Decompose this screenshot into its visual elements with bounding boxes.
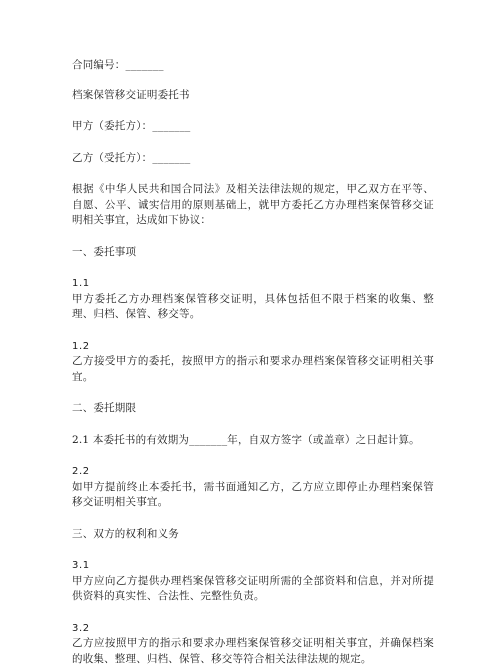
clause-text: 甲方应向乙方提供办理档案保管移交证明所需的全部资料和信息，并对所提供资料的真实性、合法性、完整性负责。 (72, 574, 434, 605)
contract-number: 合同编号：_______ (72, 58, 434, 74)
clause-number: 1.1 (72, 276, 434, 292)
document-title: 档案保管移交证明委托书 (72, 88, 434, 104)
clause (72, 339, 434, 386)
section-heading: 一、委托事项 (72, 245, 434, 261)
clause-text: 乙方接受甲方的委托，按照甲方的指示和要求办理档案保管移交证明相关事宜。 (72, 354, 434, 385)
section-heading: 三、双方的权利和义务 (72, 527, 434, 543)
clause (72, 464, 434, 511)
clause-number: 1.2 (72, 339, 434, 355)
clause (72, 433, 434, 449)
clause-number: 3.2 (72, 621, 434, 637)
clause-text: 如甲方提前终止本委托书，需书面通知乙方，乙方应立即停止办理档案保管移交证明相关事宜。 (72, 480, 434, 511)
clause-text: 2.1 本委托书的有效期为_______年，自双方签字（或盖章）之日起计算。 (72, 433, 434, 449)
section-heading: 二、委托期限 (72, 401, 434, 417)
document-body (72, 58, 434, 667)
clause-number: 2.2 (72, 464, 434, 480)
clause-text: 甲方委托乙方办理档案保管移交证明，具体包括但不限于档案的收集、整理、归档、保管、移交等。 (72, 292, 434, 323)
clause (72, 276, 434, 323)
intro-paragraph: 根据《中华人民共和国合同法》及相关法律法规的规定，甲乙双方在平等、自愿、公平、诚实信用的原则基础上，就甲方委托乙方办理档案保管移交证明相关事宜，达成如下协议： (72, 182, 434, 229)
party-b-line: 乙方（受托方）：_______ (72, 151, 434, 167)
clause-number: 3.1 (72, 558, 434, 574)
clause (72, 621, 434, 667)
clause (72, 558, 434, 605)
clause-text: 乙方应按照甲方的指示和要求办理档案保管移交证明相关事宜，并确保档案的收集、整理、归档、保管、移交等符合相关法律法规的规定。 (72, 636, 434, 667)
party-a-line: 甲方（委托方）：_______ (72, 119, 434, 135)
